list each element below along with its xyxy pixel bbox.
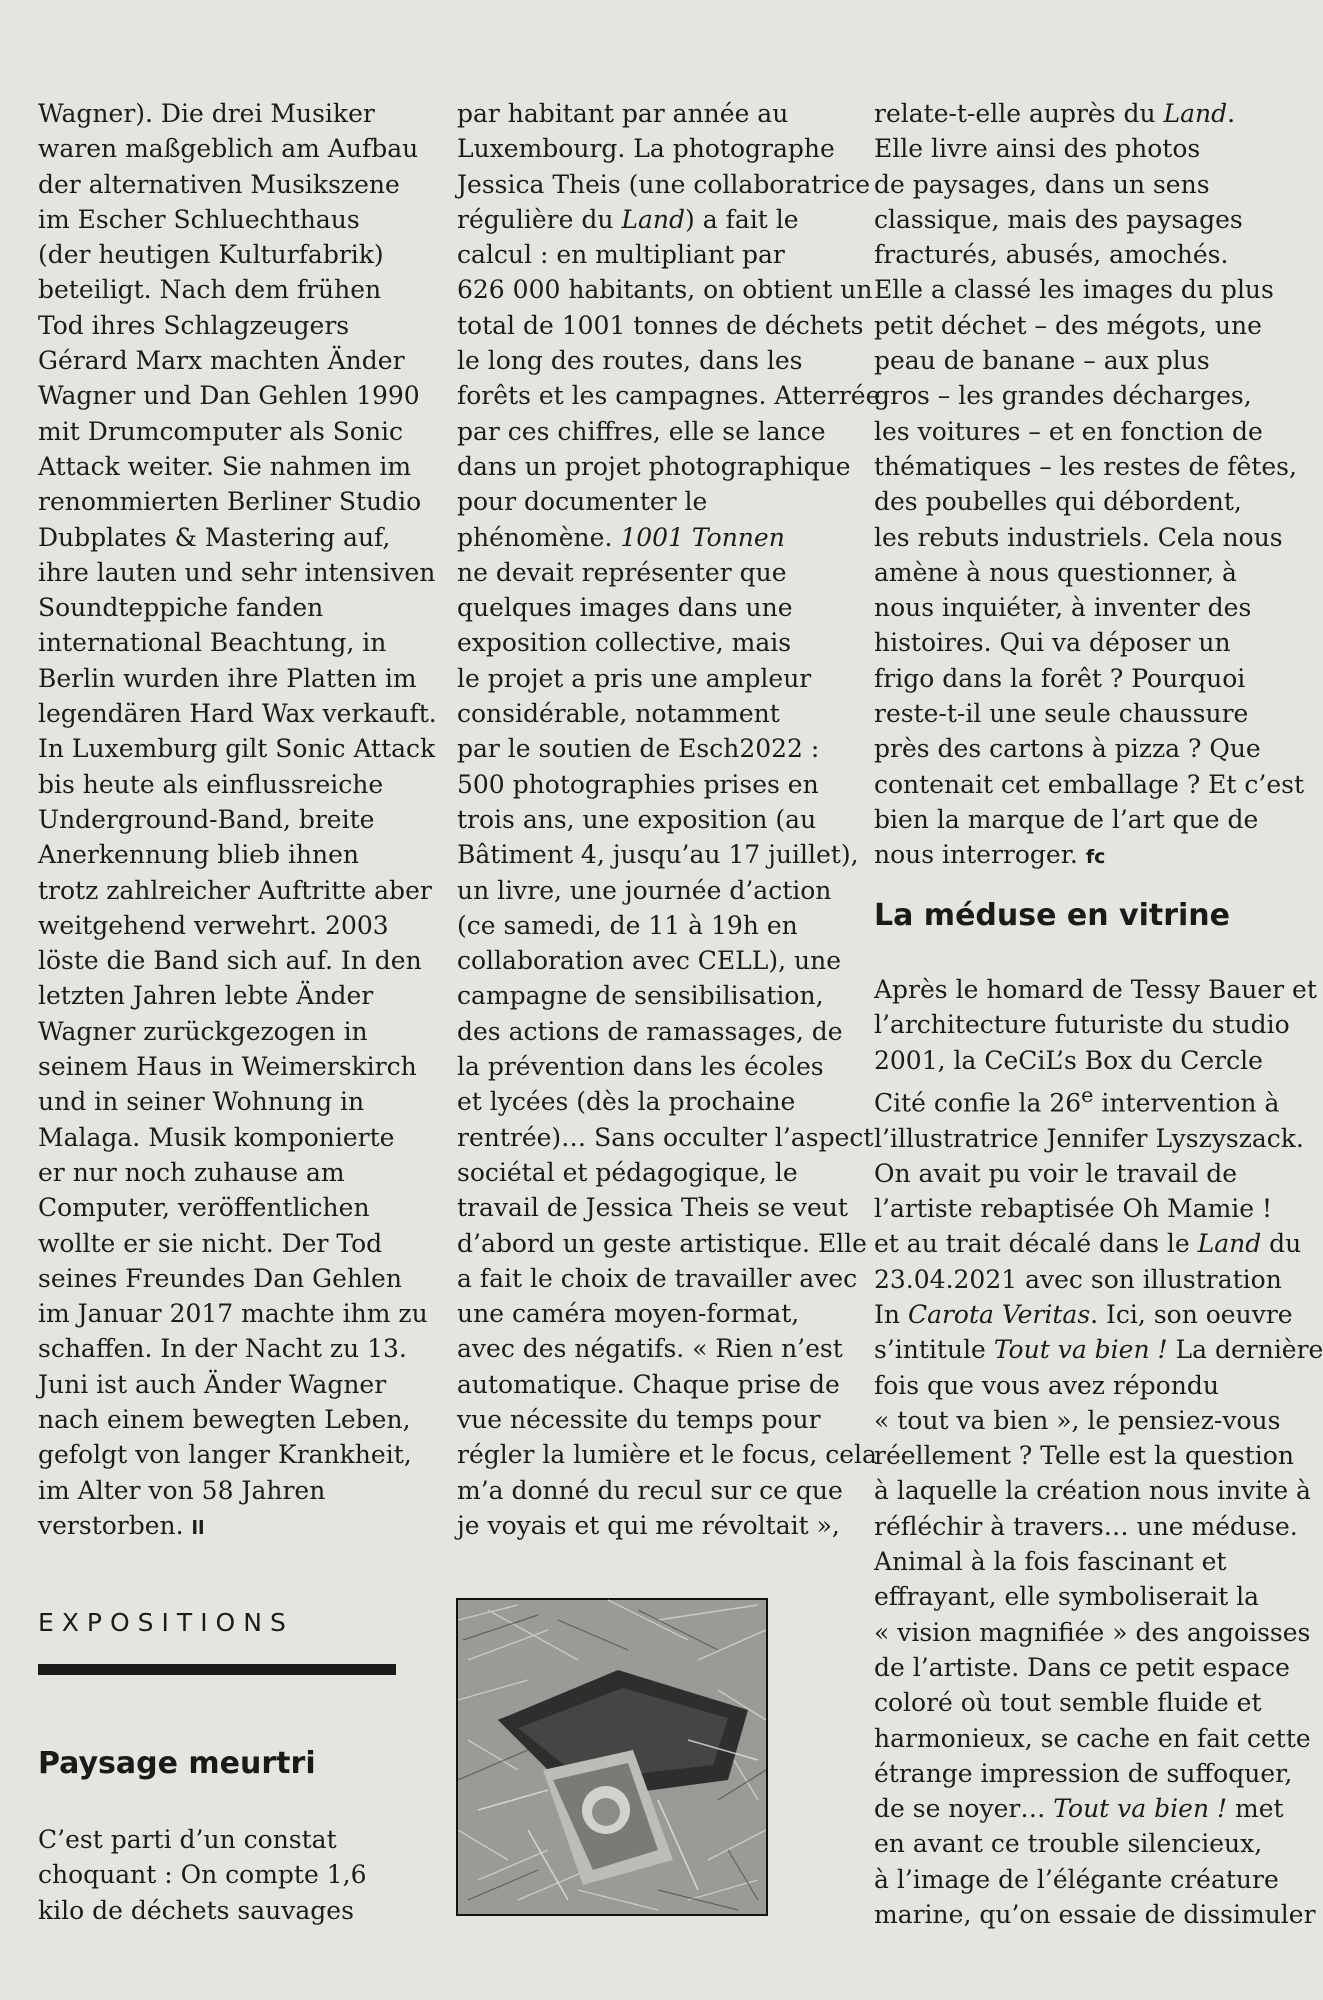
text-line: par ces chiffres, elle se lance xyxy=(457,416,826,446)
text-line: 500 photographies prises en xyxy=(457,769,819,799)
text-line: histoires. Qui va déposer un xyxy=(874,628,1231,658)
text-line xyxy=(457,520,867,555)
text-line: Berlin wurden ihre Platten im xyxy=(38,663,417,693)
text-line: par habitant par année au xyxy=(457,99,789,128)
italic-run: Tout va bien ! xyxy=(993,1335,1168,1365)
text-line: le long des routes, dans les xyxy=(457,346,803,376)
text-line: et lycées (dès la prochaine xyxy=(457,1087,796,1117)
text-line: Dubplates & Mastering auf, xyxy=(38,522,391,552)
text-line: C’est parti d’un constat xyxy=(38,1825,337,1854)
text-line: On avait pu voir le travail de xyxy=(874,1158,1237,1188)
text-line: réellement ? Telle est la question xyxy=(874,1441,1294,1471)
text-line: l’illustratrice Jennifer Lyszyszack. xyxy=(874,1123,1304,1153)
text-line: thématiques – les restes de fêtes, xyxy=(874,451,1297,481)
text-line: de paysages, dans un sens xyxy=(874,169,1210,199)
text-line xyxy=(874,96,1274,131)
text-line: le projet a pris une ampleur xyxy=(457,663,812,693)
text-line: les rebuts industriels. Cela nous xyxy=(874,522,1283,552)
text-line: schaffen. In der Nacht zu 13. xyxy=(38,1334,407,1364)
text-line: frigo dans la forêt ? Pourquoi xyxy=(874,663,1246,693)
text-line: l’artiste rebaptisée Oh Mamie ! xyxy=(874,1194,1273,1224)
text-line: un livre, une journée d’action xyxy=(457,875,832,905)
text-line: petit déchet – des mégots, une xyxy=(874,310,1262,340)
text-line: 626 000 habitants, on obtient un xyxy=(457,275,873,305)
column-1 xyxy=(38,96,448,1546)
text-line: exposition collective, mais xyxy=(457,628,792,658)
text-line: des poubelles qui débordent, xyxy=(874,487,1242,517)
text-line: automatique. Chaque prise de xyxy=(457,1369,840,1399)
text-run: ) a fait le xyxy=(685,204,799,234)
text-line: international Beachtung, in xyxy=(38,628,387,658)
text-line: seinem Haus in Weimerskirch xyxy=(38,1052,417,1082)
text-line: campagne de sensibilisation, xyxy=(457,981,824,1011)
text-line: Malaga. Musik komponierte xyxy=(38,1122,395,1152)
text-line xyxy=(874,1332,1323,1367)
text-line: nous inquiéter, à inventer des xyxy=(874,593,1252,623)
italic-run: Carota Veritas xyxy=(907,1300,1091,1329)
text-line: régler la lumière et le focus, cela xyxy=(457,1440,877,1470)
text-line: Jessica Theis (une collaboratrice xyxy=(457,169,871,199)
text-line: der alternativen Musikszene xyxy=(38,169,400,199)
article-headline: La méduse en vitrine xyxy=(874,898,1231,933)
text-line: Elle a classé les images du plus xyxy=(874,275,1274,305)
italic-run: Land xyxy=(1197,1229,1262,1259)
text-line: m’a donné du recul sur ce que xyxy=(457,1475,843,1505)
text-line: Elle livre ainsi des photos xyxy=(874,134,1201,164)
text-line xyxy=(874,1226,1323,1261)
section-label: EXPOSITIONS xyxy=(38,1608,294,1637)
text-line: étrange impression de suffoquer, xyxy=(874,1758,1293,1788)
text-line: mit Drumcomputer als Sonic xyxy=(38,416,404,446)
text-line: par le soutien de Esch2022 : xyxy=(457,734,820,764)
text-line: à laquelle la création nous invite à xyxy=(874,1476,1311,1506)
text-line: une caméra moyen-format, xyxy=(457,1299,800,1329)
text-line: gefolgt von langer Krankheit, xyxy=(38,1440,412,1470)
text-run: Cité confie la 26 xyxy=(874,1088,1082,1118)
text-line: (der heutigen Kulturfabrik) xyxy=(38,240,384,270)
text-line: collaboration avec CELL), une xyxy=(457,946,841,976)
text-run: s’intitule xyxy=(874,1335,994,1365)
text-line: près des cartons à pizza ? Que xyxy=(874,734,1261,764)
text-line: peau de banane – aux plus xyxy=(874,346,1210,376)
text-line: vue nécessite du temps pour xyxy=(457,1404,821,1434)
text-run: met xyxy=(1227,1794,1284,1824)
text-line: reste-t-il une seule chaussure xyxy=(874,699,1249,729)
italic-run: 1001 Tonnen xyxy=(620,522,785,552)
text-line: kilo de déchets sauvages xyxy=(38,1895,354,1925)
text-line: rentrée)… Sans occulter l’aspect xyxy=(457,1122,874,1152)
text-line: Juni ist auch Änder Wagner xyxy=(38,1369,387,1399)
text-line: 23.04.2021 avec son illustration xyxy=(874,1264,1282,1294)
text-line: Gérard Marx machten Änder xyxy=(38,346,405,376)
text-line: löste die Band sich auf. In den xyxy=(38,946,422,976)
text-line xyxy=(874,1078,1323,1121)
text-line: im Januar 2017 machte ihm zu xyxy=(38,1299,428,1329)
text-line xyxy=(874,837,1274,875)
text-run: et au trait décalé dans le xyxy=(874,1229,1198,1259)
text-line: legendären Hard Wax verkauft. xyxy=(38,699,437,729)
italic-run: Tout va bien ! xyxy=(1053,1794,1228,1824)
text-line xyxy=(874,1297,1323,1332)
article-body xyxy=(874,972,1323,1932)
text-line xyxy=(874,1791,1323,1826)
text-line: « vision magnifiée » des angoisses xyxy=(874,1617,1311,1647)
text-line: Wagner zurückgezogen in xyxy=(38,1016,368,1046)
section-rule xyxy=(38,1664,396,1675)
text-line: les voitures – et en fonction de xyxy=(874,416,1263,446)
text-line: avec des négatifs. « Rien n’est xyxy=(457,1334,843,1364)
text-line: Computer, veröffentlichen xyxy=(38,1193,370,1223)
text-line: bien la marque de l’art que de xyxy=(874,804,1259,834)
text-run: nous interroger. xyxy=(874,840,1078,870)
author-signature: fc xyxy=(1085,846,1106,869)
text-line: fracturés, abusés, amochés. xyxy=(874,240,1229,270)
text-line: total de 1001 tonnes de déchets xyxy=(457,310,864,340)
text-line: trotz zahlreicher Auftritte aber xyxy=(38,875,432,905)
text-line: pour documenter le xyxy=(457,487,708,517)
photo-trash-in-grass xyxy=(458,1600,766,1914)
text-line: 2001, la CeCiL’s Box du Cercle xyxy=(874,1045,1263,1075)
text-line: Anerkennung blieb ihnen xyxy=(38,840,360,870)
text-line: la prévention dans les écoles xyxy=(457,1052,824,1082)
text-line: letzten Jahren lebte Änder xyxy=(38,981,374,1011)
text-line: quelques images dans une xyxy=(457,593,793,623)
italic-run: Land xyxy=(621,204,686,234)
article-intro xyxy=(38,1822,366,1928)
text-run: intervention à xyxy=(1093,1088,1280,1118)
text-line: des actions de ramassages, de xyxy=(457,1016,843,1046)
text-line: harmonieux, se cache en fait cette xyxy=(874,1723,1311,1753)
text-line: und in seiner Wohnung in xyxy=(38,1087,365,1117)
text-line: Bâtiment 4, jusqu’au 17 juillet), xyxy=(457,840,859,870)
text-line: Underground-Band, breite xyxy=(38,804,375,834)
text-run: du xyxy=(1261,1229,1302,1259)
text-line: contenait cet emballage ? Et c’est xyxy=(874,769,1305,799)
text-line: Luxembourg. La photographe xyxy=(457,134,835,164)
text-line: Wagner). Die drei Musiker xyxy=(38,99,375,128)
text-run: . xyxy=(1227,99,1236,128)
text-run: de se noyer… xyxy=(874,1794,1054,1824)
text-line: choquant : On compte 1,6 xyxy=(38,1860,367,1890)
text-line: sociétal et pédagogique, le xyxy=(457,1157,798,1187)
text-line: fois que vous avez répondu xyxy=(874,1370,1219,1400)
text-line: amène à nous questionner, à xyxy=(874,557,1237,587)
text-line: waren maßgeblich am Aufbau xyxy=(38,134,419,164)
text-line: ihre lauten und sehr intensiven xyxy=(38,557,436,587)
text-line: forêts et les campagnes. Atterrée xyxy=(457,381,881,411)
text-line: seines Freundes Dan Gehlen xyxy=(38,1263,402,1293)
column-2 xyxy=(457,96,881,1543)
text-line: considérable, notamment xyxy=(457,699,780,729)
text-line: gros – les grandes décharges, xyxy=(874,381,1252,411)
text-line: weitgehend verwehrt. 2003 xyxy=(38,910,389,940)
text-line: réfléchir à travers… une méduse. xyxy=(874,1511,1298,1541)
text-line: Animal à la fois fascinant et xyxy=(874,1547,1227,1577)
author-signature: ll xyxy=(191,1516,205,1539)
text-line xyxy=(38,1508,448,1546)
italic-run: Land xyxy=(1163,99,1228,128)
text-line: im Alter von 58 Jahren xyxy=(38,1475,326,1505)
text-line: bis heute als einflussreiche xyxy=(38,769,384,799)
text-run: phénomène. xyxy=(457,522,621,552)
text-line: wollte er sie nicht. Der Tod xyxy=(38,1228,383,1258)
text-line: a fait le choix de travailler avec xyxy=(457,1263,858,1293)
text-line: calcul : en multipliant par xyxy=(457,240,785,270)
text-line: l’architecture futuriste du studio xyxy=(874,1010,1290,1040)
text-line: Tod ihres Schlagzeugers xyxy=(38,310,350,340)
text-line: beteiligt. Nach dem frühen xyxy=(38,275,382,305)
text-line: ne devait représenter que xyxy=(457,557,787,587)
text-line: « tout va bien », le pensiez-vous xyxy=(874,1405,1281,1435)
text-line: effrayant, elle symboliserait la xyxy=(874,1582,1260,1612)
text-line: (ce samedi, de 11 à 19h en xyxy=(457,910,798,940)
text-line: d’abord un geste artistique. Elle xyxy=(457,1228,867,1258)
text-run: verstorben. xyxy=(38,1510,184,1540)
text-line: je voyais et qui me révoltait », xyxy=(457,1510,840,1540)
text-run: La dernière xyxy=(1167,1335,1323,1365)
text-line xyxy=(457,202,867,237)
text-line: Soundteppiche fanden xyxy=(38,593,324,623)
text-line: en avant ce trouble silencieux, xyxy=(874,1829,1263,1859)
column-3 xyxy=(874,96,1305,876)
text-line: dans un projet photographique xyxy=(457,451,851,481)
text-run: relate-t-elle auprès du xyxy=(874,99,1164,128)
text-line: classique, mais des paysages xyxy=(874,204,1243,234)
text-line: Attack weiter. Sie nahmen im xyxy=(38,451,412,481)
text-line: er nur noch zuhause am xyxy=(38,1157,345,1187)
text-line: nach einem bewegten Leben, xyxy=(38,1404,411,1434)
text-line: In Luxemburg gilt Sonic Attack xyxy=(38,734,436,764)
superscript: e xyxy=(1081,1082,1094,1107)
text-run: régulière du xyxy=(457,204,622,234)
text-line: Wagner und Dan Gehlen 1990 xyxy=(38,381,420,411)
text-run: In xyxy=(874,1300,908,1329)
text-line: renommierten Berliner Studio xyxy=(38,487,422,517)
text-line: à l’image de l’élégante créature xyxy=(874,1864,1279,1894)
text-line: im Escher Schluechthaus xyxy=(38,204,360,234)
text-line: de l’artiste. Dans ce petit espace xyxy=(874,1652,1290,1682)
article-photo xyxy=(456,1598,768,1916)
text-line: Après le homard de Tessy Bauer et xyxy=(874,975,1317,1004)
text-line: trois ans, une exposition (au xyxy=(457,804,817,834)
article-headline: Paysage meurtri xyxy=(38,1746,316,1781)
text-line: coloré où tout semble fluide et xyxy=(874,1688,1262,1718)
text-line: travail de Jessica Theis se veut xyxy=(457,1193,848,1223)
text-run: . Ici, son oeuvre xyxy=(1090,1300,1293,1329)
text-line: marine, qu’on essaie de dissimuler xyxy=(874,1900,1316,1930)
